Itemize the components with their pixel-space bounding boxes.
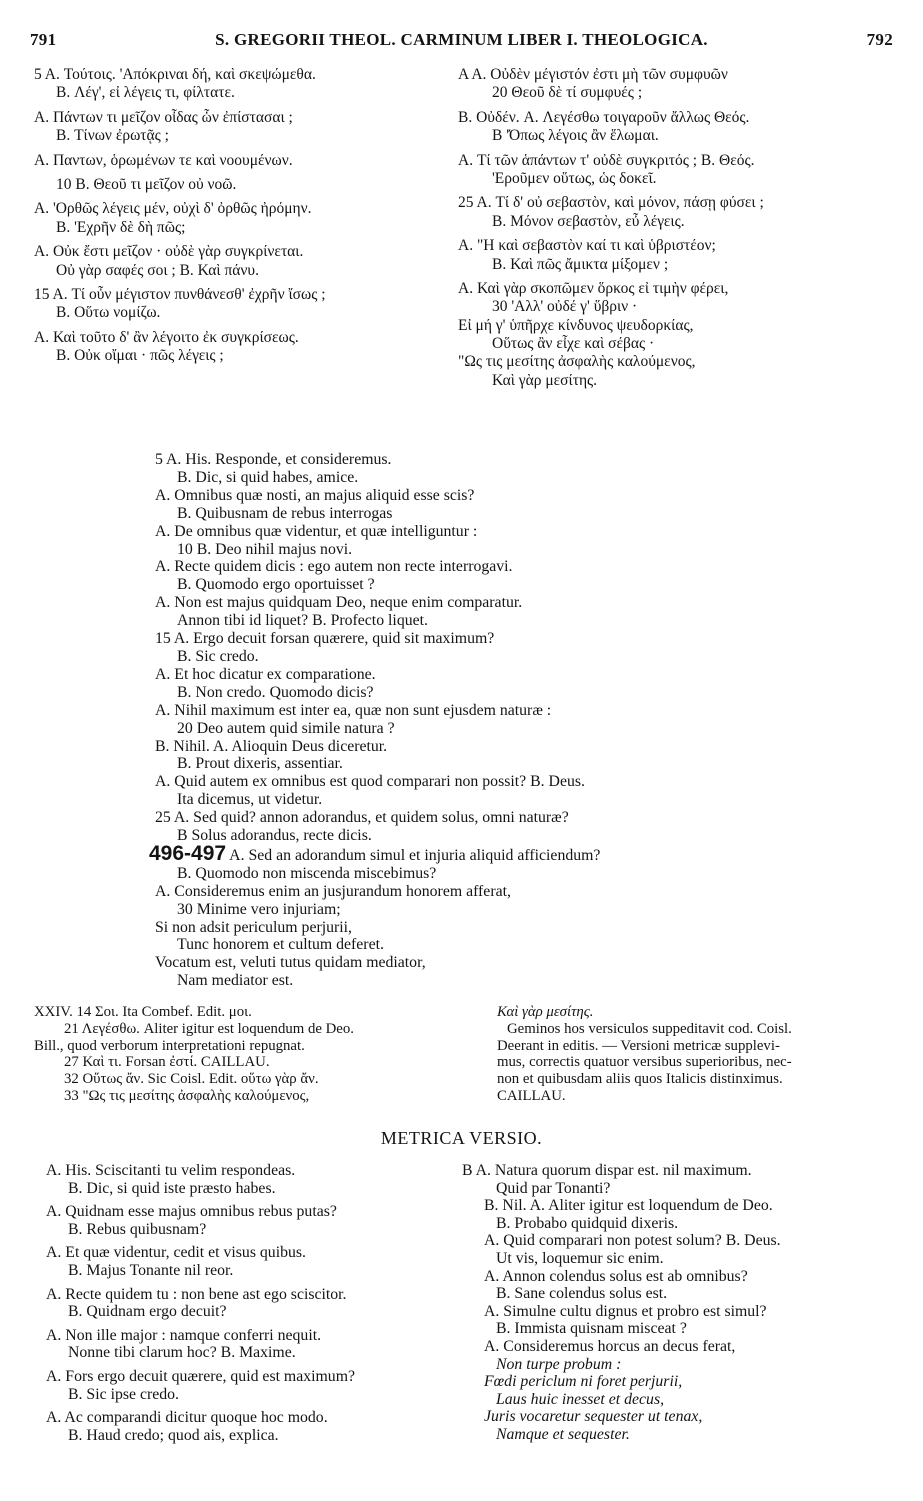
footnote-line: mus, correctis quatuor versibus superioribus, nec-	[497, 1054, 792, 1071]
greek-line: Οὐ γὰρ σαφές σοι ; B. Καὶ πάνυ.	[56, 261, 259, 279]
greek-line: 25 A. Τί δ' οὐ σεβαστὸν, καὶ μόνον, πάσῃ φύσει ;	[458, 194, 764, 212]
greek-line: A. 'Ορθῶς λέγεις μέν, οὐχὶ δ' ὀρθῶς ἠρόμην.	[34, 200, 312, 218]
footnote-line: Deerant in editis. — Versioni metricæ supplevi-	[497, 1037, 780, 1054]
latin-line: Ita dicemus, ut videtur.	[177, 791, 323, 809]
latin-line: 20 Deo autem quid simile natura ?	[177, 719, 395, 737]
verse-line: B. Probabo quidquid dixeris.	[496, 1214, 679, 1232]
verse-line: B. Majus Tonante nil reor.	[68, 1261, 234, 1279]
greek-line: Καὶ γὰρ μεσίτης.	[492, 371, 598, 389]
greek-line: B. Τίνων ἐρωτᾷς ;	[56, 127, 169, 145]
greek-line: 15 A. Τί οὖν μέγιστον πυνθάνεσθ' ἐχρῆν ἴσως ;	[34, 285, 326, 303]
section-heading: METRICA VERSIO.	[380, 1128, 543, 1148]
verse-line: A. Quid comparari non potest solum? B. Deus.	[484, 1232, 781, 1250]
metrica-versio-right	[462, 1162, 781, 1444]
latin-line: B. Sic credo.	[177, 647, 259, 665]
latin-line: B Solus adorandus, recte dicis.	[177, 827, 372, 845]
greek-text-right	[458, 66, 764, 390]
page-number-left: 791	[30, 30, 57, 49]
latin-line: 5 A. His. Responde, et consideremus.	[155, 451, 392, 468]
verse-line: Nonne tibi clarum hoc? B. Maxime.	[68, 1344, 296, 1362]
greek-line: A. Πάντων τι μεῖζον οἶδας ὧν ἐπίστασαι ;	[34, 108, 293, 126]
greek-line: B. 'Εχρῆν δὲ δὴ πῶς;	[56, 218, 186, 236]
greek-line: B. Καὶ πῶς ἄμικτα μίξομεν ;	[492, 255, 669, 273]
footnote-line: 32 Οὕτως ἄν. Sic Coisl. Edit. οὕτω γὰρ ἄν.	[64, 1071, 319, 1088]
footnote-line: Καὶ γὰρ μεσίτης.	[497, 1004, 594, 1020]
verse-line: B. Dic, si quid iste præsto habes.	[68, 1179, 276, 1197]
verse-line: A. Quidnam esse majus omnibus rebus putas?	[46, 1203, 337, 1221]
footnote-line: 21 Λεγέσθω. Aliter igitur est loquendum de Deo.	[64, 1020, 354, 1037]
latin-line: A. Non est majus quidquam Deo, neque enim comparatur.	[155, 594, 523, 612]
verse-line: A. Simulne cultu dignus et probro est simul?	[484, 1302, 767, 1320]
verse-line: A. Fors ergo decuit quærere, quid est maximum?	[46, 1367, 356, 1385]
latin-line: B. Quomodo ergo oportuisset ?	[177, 576, 375, 594]
verse-line: Ut vis, loquemur sic enim.	[496, 1249, 664, 1267]
greek-line: A. Καὶ τοῦτο δ' ἂν λέγοιτο ἐκ συγκρίσεως.	[34, 328, 299, 346]
latin-line: B. Non credo. Quomodo dicis?	[177, 683, 374, 701]
latin-line: 10 B. Deo nihil majus novi.	[177, 540, 353, 558]
latin-line: 15 A. Ergo decuit forsan quærere, quid sit maximum?	[155, 630, 495, 648]
verse-line: A. Annon colendus solus est ab omnibus?	[484, 1267, 748, 1285]
footnotes-right	[497, 1004, 792, 1105]
metrica-versio-left	[46, 1162, 355, 1444]
verse-line: Non turpe probum :	[496, 1355, 622, 1373]
page-number-right: 792	[866, 30, 893, 49]
verse-line: A. Non ille major : namque conferri nequit.	[46, 1326, 322, 1344]
footnote-line: 27 Καὶ τι. Forsan ἐστί. CAILLAU.	[64, 1054, 270, 1071]
greek-line: 10 B. Θεοῦ τι μεῖζον οὐ νοῶ.	[56, 175, 237, 193]
greek-line: A. Παντων, ὁρωμένων τε καὶ νοουμένων.	[34, 151, 293, 169]
verse-line: B A. Natura quorum dispar est. nil maximum.	[462, 1162, 752, 1179]
greek-line: "Ως τις μεσίτης ἀσφαλὴς καλούμενος,	[458, 353, 696, 371]
latin-line: B. Dic, si quid habes, amice.	[177, 468, 359, 486]
verse-line: A. Recte quidem tu : non bene ast ego sciscitor.	[46, 1285, 347, 1303]
footnotes-left	[34, 1004, 354, 1105]
footnote-line: 33 "Ως τις μεσίτης ἀσφαλὴς καλούμενος,	[64, 1087, 310, 1104]
greek-line: 20 Θεοῦ δὲ τί συμφυές ;	[492, 84, 643, 102]
latin-line: A. Consideremus enim an jusjurandum honorem afferat,	[155, 882, 511, 900]
latin-line: B. Nihil. A. Alioquin Deus diceretur.	[155, 737, 388, 755]
verse-line: A. His. Sciscitanti tu velim respondeas.	[46, 1162, 296, 1179]
margin-column-number: 496-497	[149, 841, 227, 865]
greek-line: B. Οὕτω νομίζω.	[56, 304, 161, 322]
running-header	[30, 30, 893, 56]
latin-line: B. Quomodo non miscenda miscebimus?	[177, 864, 437, 882]
latin-translation	[149, 451, 795, 990]
verse-line: B. Immista quisnam misceat ?	[496, 1320, 687, 1338]
verse-line: Fœdi periclum ni foret perjurii,	[484, 1373, 683, 1391]
greek-line: 30 'Αλλ' οὐδέ γ' ὕβριν ·	[492, 298, 638, 316]
latin-line: A. Recte quidem dicis : ego autem non recte interrogavi.	[155, 558, 513, 576]
footnote-line: Geminos hos versiculos suppeditavit cod. Coisl.	[507, 1020, 792, 1037]
latin-line: A. Quid autem ex omnibus est quod comparari non possit? B. Deus.	[155, 773, 585, 791]
verse-line: Namque et sequester.	[496, 1425, 630, 1443]
latin-line: Si non adsit periculum perjurii,	[155, 918, 352, 936]
verse-line: A. Consideremus horcus an decus ferat,	[484, 1337, 736, 1355]
greek-line: Εἰ μή γ' ὑπῆρχε κίνδυνος ψευδορκίας,	[458, 316, 694, 334]
latin-line: Tunc honorem et cultum deferet.	[177, 936, 384, 954]
verse-line: Quid par Tonanti?	[496, 1179, 611, 1197]
verse-line: B. Sic ipse credo.	[68, 1385, 179, 1403]
greek-line: A. Καὶ γὰρ σκοπῶμεν ὅρκος εἰ τιμὴν φέρει,	[458, 279, 729, 297]
greek-line: A. Οὐκ ἔστι μεῖζον · οὐδὲ γὰρ συγκρίνεται.	[34, 243, 304, 261]
footnote-line: non et quibusdam aliis quos Italicis distinximus.	[497, 1071, 783, 1088]
verse-line: B. Rebus quibusnam?	[68, 1220, 207, 1238]
footnote-line: CAILLAU.	[497, 1087, 566, 1104]
greek-line: A. "Η καὶ σεβαστὸν καί τι καὶ ὑβριστέον;	[458, 237, 716, 255]
verse-line: A. Ac comparandi dicitur quoque hoc modo.	[46, 1409, 328, 1427]
footnote-line: XXIV. 14 Σοι. Ita Combef. Edit. μοι.	[34, 1004, 252, 1020]
verse-line: B. Nil. A. Aliter igitur est loquendum de Deo.	[484, 1197, 773, 1215]
verse-line: B. Haud credo; quod ais, explica.	[68, 1426, 279, 1444]
greek-line: Οὕτως ἂν εἶχε καὶ σέβας ·	[492, 335, 655, 353]
verse-line: Juris vocaretur sequester ut tenax,	[484, 1408, 703, 1426]
latin-line: 30 Minime vero injuriam;	[177, 900, 341, 918]
latin-line: A. Omnibus quæ nosti, an majus aliquid esse scis?	[155, 486, 475, 504]
latin-line: 25 A. Sed quid? annon adorandus, et quidem solus, omni naturæ?	[155, 809, 569, 827]
greek-line: 'Ερoῦμεν οὕτως, ὡς δοκεῖ.	[492, 169, 657, 187]
verse-line: A. Et quæ videntur, cedit et visus quibus.	[46, 1244, 306, 1262]
latin-line: Nam mediator est.	[177, 972, 294, 990]
greek-line: B. Μόνον σεβαστὸν, εὖ λέγεις.	[492, 212, 685, 230]
greek-line: B. Οὐκ οἴμαι · πῶς λέγεις ;	[56, 347, 224, 365]
verse-line: B. Quidnam ergo decuit?	[68, 1303, 227, 1321]
latin-line: A. Et hoc dicatur ex comparatione.	[155, 665, 376, 683]
latin-line: A. Nihil maximum est inter ea, quæ non sunt ejusdem naturæ :	[155, 701, 552, 719]
latin-line: A. Sed an adorandum simul et injuria aliquid afficiendum?	[229, 846, 601, 864]
verse-line: B. Sane colendus solus est.	[496, 1285, 668, 1303]
latin-line: Annon tibi id liquet? B. Profecto liquet.	[177, 612, 428, 630]
latin-line-with-margin-number	[149, 841, 795, 865]
footnote-line: Bill., quod verborum interpretationi repugnat.	[34, 1037, 305, 1054]
latin-line: B. Prout dixeris, assentiar.	[177, 755, 343, 773]
verse-line: Laus huic inesset et decus,	[496, 1390, 665, 1408]
greek-line: A A. Οὐδὲν μέγιστόν ἐστι μὴ τῶν συμφυῶν	[458, 66, 728, 83]
running-title: S. GREGORII THEOL. CARMINUM LIBER I. THEOLOGICA.	[215, 30, 708, 49]
greek-text-left	[34, 66, 326, 365]
greek-line: B. Οὐδέν. A. Λεγέσθω τοιγαροῦν ἄλλως Θεός.	[458, 108, 750, 126]
greek-line: B 'Όπως λέγοις ἂν ἕλωμαι.	[492, 127, 659, 145]
greek-line: B. Λέγ', εἰ λέγεις τι, φίλτατε.	[56, 84, 235, 102]
latin-line: A. De omnibus quæ videntur, et quæ intelliguntur :	[155, 522, 478, 540]
latin-line: B. Quibusnam de rebus interrogas	[177, 504, 393, 522]
greek-line: A. Τί τῶν ἁπάντων τ' οὐδὲ συγκριτός ; B. Θεός.	[458, 151, 755, 169]
latin-line: Vocatum est, veluti tutus quidam mediator,	[155, 954, 426, 972]
greek-line: 5 A. Τούτοις. 'Απόκριναι δή, καὶ σκεψώμεθα.	[34, 66, 316, 83]
